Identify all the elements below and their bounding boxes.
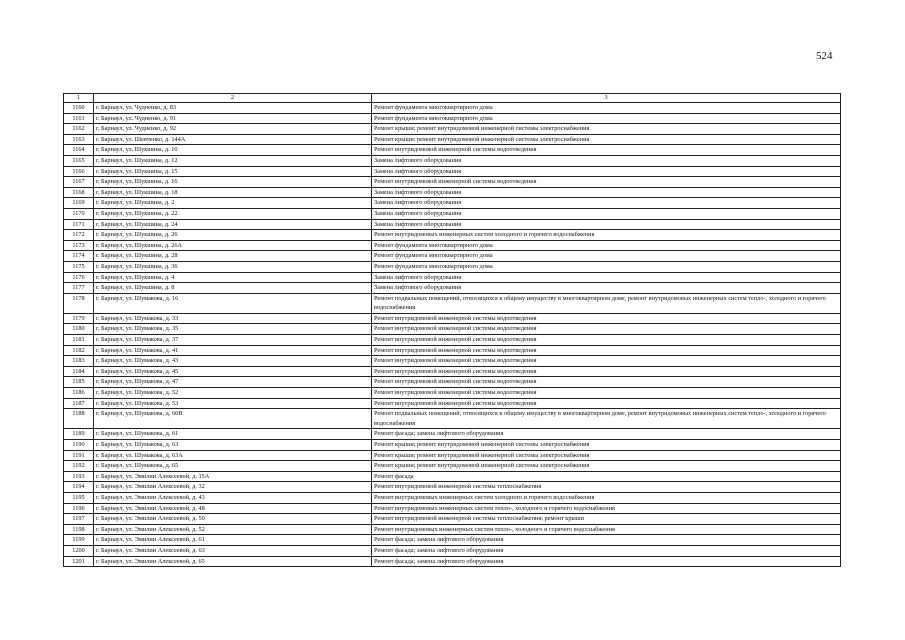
header-col-1: 1: [64, 94, 94, 103]
row-number: 1190: [64, 440, 94, 451]
row-work-type: Ремонт подвальных помещений, относящихся к общему имуществу в многоквартирном доме, ремонт внутридомовых инженерных систем тепло-, холодного и горячего водоснабжения: [372, 293, 841, 313]
row-address: г. Барнаул, ул. Чудненко, д. 83: [94, 103, 372, 114]
table-header: [64, 94, 841, 103]
row-address: г. Барнаул, ул. Чудненко, д. 92: [94, 124, 372, 135]
row-work-type: Ремонт внутридомовой инженерной системы водоотведения: [372, 145, 841, 156]
row-address: г. Барнаул, ул. Шукшина, д. 10: [94, 145, 372, 156]
row-work-type: Ремонт внутридомовой инженерной системы водоотведения: [372, 324, 841, 335]
row-number: 1193: [64, 471, 94, 482]
table-row: [64, 345, 841, 356]
table-row: [64, 440, 841, 451]
row-address: г. Барнаул, ул. Эмилии Алексеевой, д. 50: [94, 514, 372, 525]
row-work-type: Ремонт внутридомовой инженерной системы водоотведения: [372, 377, 841, 388]
table-row: [64, 450, 841, 461]
row-address: г. Барнаул, ул. Шумакова, д. 52: [94, 388, 372, 399]
row-address: г. Барнаул, ул. Шумакова, д. 63: [94, 440, 372, 451]
row-work-type: Ремонт крыши; ремонт внутридомовой инженерной системы электроснабжения: [372, 134, 841, 145]
row-work-type: Замена лифтового оборудования: [372, 187, 841, 198]
table-row: [64, 313, 841, 324]
table-row: [64, 166, 841, 177]
row-work-type: Ремонт фасада; замена лифтового оборудования: [372, 545, 841, 556]
row-address: г. Барнаул, ул. Шукшина, д. 36: [94, 261, 372, 272]
row-address: г. Барнаул, ул. Шукшина, д. 2: [94, 198, 372, 209]
row-address: г. Барнаул, ул. Шумакова, д. 33: [94, 313, 372, 324]
row-number: 1194: [64, 482, 94, 493]
row-work-type: Ремонт внутридомовых инженерных систем тепло-, холодного и горячего водоснабжения: [372, 524, 841, 535]
row-number: 1172: [64, 230, 94, 241]
row-address: г. Барнаул, ул. Шумакова, д. 16: [94, 293, 372, 313]
row-address: г. Барнаул, ул. Шумакова, д. 43: [94, 356, 372, 367]
row-address: г. Барнаул, ул. Шумакова, д. 63А: [94, 450, 372, 461]
row-number: 1186: [64, 388, 94, 399]
row-number: 1171: [64, 219, 94, 230]
row-work-type: Ремонт внутридомовой инженерной системы водоотведения: [372, 388, 841, 399]
row-number: 1163: [64, 134, 94, 145]
row-work-type: Ремонт внутридомовой инженерной системы водоотведения: [372, 335, 841, 346]
table-row: [64, 409, 841, 429]
row-number: 1166: [64, 166, 94, 177]
row-work-type: Ремонт крыши; ремонт внутридомовой инженерной системы электроснабжения: [372, 461, 841, 472]
header-col-3: 3: [372, 94, 841, 103]
row-number: 1173: [64, 240, 94, 251]
row-address: г. Барнаул, ул. Шевченко, д. 144А: [94, 134, 372, 145]
row-work-type: Ремонт фундамента многоквартирного дома: [372, 113, 841, 124]
row-number: 1181: [64, 335, 94, 346]
row-number: 1179: [64, 313, 94, 324]
row-number: 1180: [64, 324, 94, 335]
row-number: 1197: [64, 514, 94, 525]
table-row: [64, 261, 841, 272]
table-row: [64, 283, 841, 294]
row-work-type: Ремонт внутридомовой инженерной системы водоотведения: [372, 345, 841, 356]
row-address: г. Барнаул, ул. Эмилии Алексеевой, д. 48: [94, 503, 372, 514]
row-number: 1177: [64, 283, 94, 294]
row-number: 1183: [64, 356, 94, 367]
row-work-type: Замена лифтового оборудования: [372, 208, 841, 219]
table-row: [64, 240, 841, 251]
row-number: 1195: [64, 492, 94, 503]
table-row: [64, 272, 841, 283]
row-work-type: Ремонт фундамента многоквартирного дома: [372, 240, 841, 251]
row-number: 1191: [64, 450, 94, 461]
row-number: 1176: [64, 272, 94, 283]
row-address: г. Барнаул, ул. Эмилии Алексеевой, д. 43: [94, 492, 372, 503]
row-address: г. Барнаул, ул. Шукшина, д. 12: [94, 155, 372, 166]
row-work-type: Ремонт внутридомовой инженерной системы водоотведения: [372, 177, 841, 188]
row-number: 1198: [64, 524, 94, 535]
row-address: г. Барнаул, ул. Шукшина, д. 8: [94, 283, 372, 294]
table-row: [64, 208, 841, 219]
row-address: г. Барнаул, ул. Шукшина, д. 16: [94, 177, 372, 188]
row-address: г. Барнаул, ул. Шукшина, д. 26: [94, 230, 372, 241]
row-address: г. Барнаул, ул. Шукшина, д. 24: [94, 219, 372, 230]
table-row: [64, 113, 841, 124]
table-row: [64, 514, 841, 525]
row-work-type: Ремонт крыши; ремонт внутридомовой инженерной системы электроснабжения: [372, 124, 841, 135]
row-address: г. Барнаул, ул. Эмилии Алексеевой, д. 32: [94, 482, 372, 493]
row-work-type: Ремонт фасада; замена лифтового оборудования: [372, 429, 841, 440]
table-row: [64, 103, 841, 114]
row-work-type: Ремонт подвальных помещений, относящихся к общему имуществу в многоквартирном доме, ремонт внутридомовых инженерных систем тепло-, холодного и горячего водоснабжения: [372, 409, 841, 429]
row-address: г. Барнаул, ул. Шумакова, д. 65: [94, 461, 372, 472]
row-address: г. Барнаул, ул. Шумакова, д. 61: [94, 429, 372, 440]
table-row: [64, 545, 841, 556]
row-work-type: Ремонт фасада; замена лифтового оборудования: [372, 535, 841, 546]
table-body: [64, 103, 841, 567]
row-number: 1169: [64, 198, 94, 209]
row-work-type: Замена лифтового оборудования: [372, 155, 841, 166]
row-address: г. Барнаул, ул. Шукшина, д. 22: [94, 208, 372, 219]
row-number: 1167: [64, 177, 94, 188]
row-number: 1189: [64, 429, 94, 440]
table-row: [64, 398, 841, 409]
table-row: [64, 293, 841, 313]
row-address: г. Барнаул, ул. Эмилии Алексеевой, д. 52: [94, 524, 372, 535]
row-work-type: Ремонт внутридомовой инженерной системы водоотведения: [372, 313, 841, 324]
row-work-type: Замена лифтового оборудования: [372, 219, 841, 230]
table-row: [64, 356, 841, 367]
row-number: 1164: [64, 145, 94, 156]
row-address: г. Барнаул, ул. Шумакова, д. 60В: [94, 409, 372, 429]
row-work-type: Ремонт крыши; ремонт внутридомовой инженерной системы электроснабжения: [372, 450, 841, 461]
row-address: г. Барнаул, ул. Эмилии Алексеевой, д. 63: [94, 545, 372, 556]
row-number: 1161: [64, 113, 94, 124]
table-row: [64, 535, 841, 546]
row-work-type: Ремонт внутридомовой инженерной системы водоотведения: [372, 398, 841, 409]
row-address: г. Барнаул, ул. Шукшина, д. 4: [94, 272, 372, 283]
table-row: [64, 429, 841, 440]
row-number: 1168: [64, 187, 94, 198]
row-work-type: Ремонт фундамента многоквартирного дома: [372, 261, 841, 272]
table-row: [64, 366, 841, 377]
row-work-type: Замена лифтового оборудования: [372, 166, 841, 177]
row-work-type: Ремонт внутридомовой инженерной системы теплоснабжения: [372, 482, 841, 493]
row-work-type: Ремонт внутридомовой инженерной системы теплоснабжения; ремонт крыши: [372, 514, 841, 525]
row-work-type: Ремонт внутридомовых инженерных систем холодного и горячего водоснабжения: [372, 492, 841, 503]
table-row: [64, 230, 841, 241]
row-number: 1160: [64, 103, 94, 114]
table-row: [64, 219, 841, 230]
row-work-type: Замена лифтового оборудования: [372, 272, 841, 283]
row-number: 1192: [64, 461, 94, 472]
row-work-type: Ремонт внутридомовой инженерной системы водоотведения: [372, 366, 841, 377]
row-address: г. Барнаул, ул. Шумакова, д. 53: [94, 398, 372, 409]
page-number: 524: [816, 50, 833, 62]
row-work-type: Ремонт фундамента многоквартирного дома: [372, 103, 841, 114]
row-number: 1178: [64, 293, 94, 313]
row-address: г. Барнаул, ул. Эмилии Алексеевой, д. 15А: [94, 471, 372, 482]
row-work-type: Ремонт фасада; замена лифтового оборудования: [372, 556, 841, 567]
table-row: [64, 198, 841, 209]
table-row: [64, 556, 841, 567]
table-row: [64, 482, 841, 493]
row-address: г. Барнаул, ул. Шукшина, д. 28: [94, 251, 372, 262]
table-row: [64, 461, 841, 472]
table-row: [64, 145, 841, 156]
row-work-type: Замена лифтового оборудования: [372, 198, 841, 209]
row-number: 1199: [64, 535, 94, 546]
row-number: 1162: [64, 124, 94, 135]
row-number: 1187: [64, 398, 94, 409]
table-row: [64, 471, 841, 482]
table-row: [64, 324, 841, 335]
row-number: 1201: [64, 556, 94, 567]
row-address: г. Барнаул, ул. Шумакова, д. 35: [94, 324, 372, 335]
row-address: г. Барнаул, ул. Чудненко, д. 91: [94, 113, 372, 124]
row-address: г. Барнаул, ул. Шукшина, д. 18: [94, 187, 372, 198]
row-address: г. Барнаул, ул. Шукшина, д. 26А: [94, 240, 372, 251]
row-work-type: Ремонт внутридомовых инженерных систем холодного и горячего водоснабжения: [372, 230, 841, 241]
row-number: 1185: [64, 377, 94, 388]
table-row: [64, 503, 841, 514]
header-col-2: 2: [94, 94, 372, 103]
table-row: [64, 335, 841, 346]
row-address: г. Барнаул, ул. Шумакова, д. 41: [94, 345, 372, 356]
table-row: [64, 388, 841, 399]
row-address: г. Барнаул, ул. Шумакова, д. 47: [94, 377, 372, 388]
table-row: [64, 251, 841, 262]
row-address: г. Барнаул, ул. Эмилии Алексеевой, д. 65: [94, 556, 372, 567]
table-row: [64, 155, 841, 166]
row-number: 1184: [64, 366, 94, 377]
row-number: 1170: [64, 208, 94, 219]
repair-register-table: [63, 93, 841, 567]
row-work-type: Ремонт фасада: [372, 471, 841, 482]
table-row: [64, 124, 841, 135]
row-number: 1188: [64, 409, 94, 429]
row-work-type: Замена лифтового оборудования: [372, 283, 841, 294]
row-address: г. Барнаул, ул. Шумакова, д. 37: [94, 335, 372, 346]
row-work-type: Ремонт фундамента многоквартирного дома: [372, 251, 841, 262]
row-number: 1182: [64, 345, 94, 356]
row-work-type: Ремонт внутридомовой инженерной системы водоотведения: [372, 356, 841, 367]
table-row: [64, 377, 841, 388]
header-row: [64, 94, 841, 103]
row-work-type: Ремонт внутридомовых инженерных систем тепло-, холодного и горячего водоснабжения: [372, 503, 841, 514]
row-address: г. Барнаул, ул. Шукшина, д. 15: [94, 166, 372, 177]
table-row: [64, 524, 841, 535]
table-row: [64, 187, 841, 198]
table-row: [64, 492, 841, 503]
row-number: 1175: [64, 261, 94, 272]
row-number: 1165: [64, 155, 94, 166]
row-address: г. Барнаул, ул. Шумакова, д. 45: [94, 366, 372, 377]
table-row: [64, 177, 841, 188]
row-address: г. Барнаул, ул. Эмилии Алексеевой, д. 61: [94, 535, 372, 546]
row-work-type: Ремонт крыши; ремонт внутридомовой инженерной системы электроснабжения: [372, 440, 841, 451]
table-row: [64, 134, 841, 145]
row-number: 1174: [64, 251, 94, 262]
row-number: 1200: [64, 545, 94, 556]
row-number: 1196: [64, 503, 94, 514]
